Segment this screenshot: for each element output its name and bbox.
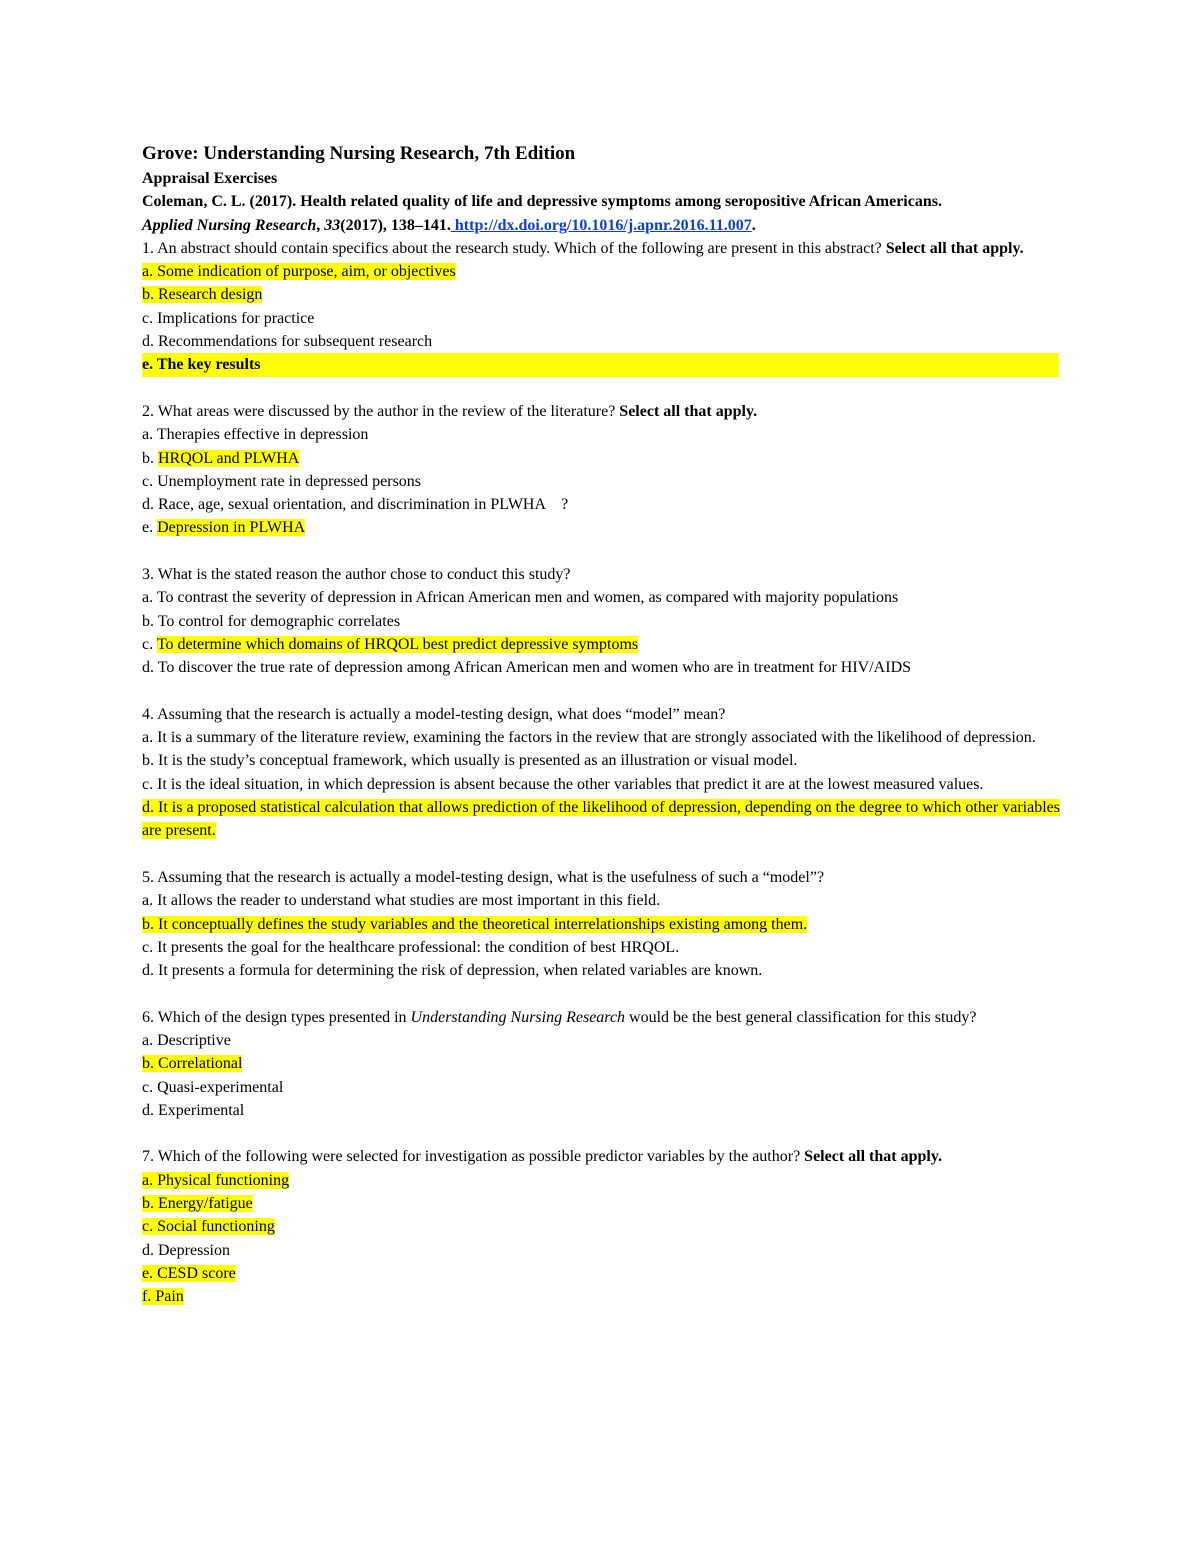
- answer-option: c. It is the ideal situation, in which depression is absent because the other variables that predict it are at the lowest measured values.: [142, 775, 984, 793]
- question-2: [142, 400, 1062, 540]
- question-stem: [142, 1145, 1062, 1168]
- answer-option: d. Recommendations for subsequent research: [142, 333, 433, 351]
- answer-option-correct: HRQOL and PLWHA: [158, 449, 300, 467]
- answer-option-prefix: b.: [142, 449, 158, 467]
- answer-option: d. It presents a formula for determining the risk of depression, when related variables are known.: [142, 962, 763, 980]
- answer-option-correct: b. Research design: [142, 286, 263, 304]
- question-7: [142, 1145, 1062, 1308]
- answer-option-correct: e. CESD score: [142, 1264, 236, 1282]
- question-stem-text: 6. Which of the design types presented in: [142, 1008, 411, 1026]
- question-stem-instruction: Select all that apply.: [619, 402, 758, 420]
- answer-option: d. Experimental: [142, 1101, 245, 1119]
- answer-option: a. To contrast the severity of depression in African American men and women, as compared with majority populations: [142, 589, 899, 607]
- question-stem-text-end: would be the best general classification for this study?: [625, 1008, 977, 1026]
- question-stem-instruction: Select all that apply.: [885, 239, 1024, 257]
- question-stem: 4. Assuming that the research is actually a model-testing design, what does “model” mean?: [142, 705, 726, 723]
- citation-end: .: [751, 216, 756, 234]
- question-stem-instruction: Select all that apply.: [804, 1148, 942, 1166]
- answer-option-correct: f. Pain: [142, 1288, 184, 1306]
- question-stem: [142, 400, 1062, 423]
- question-5: [142, 866, 1062, 982]
- answer-option-correct: e. The key results: [142, 353, 1059, 376]
- answer-option-correct: Depression in PLWHA: [157, 519, 306, 537]
- document-title: Grove: Understanding Nursing Research, 7th Edition: [142, 143, 576, 164]
- answer-option: c. Quasi-experimental: [142, 1078, 284, 1096]
- citation: [142, 190, 1062, 237]
- question-stem: 5. Assuming that the research is actually a model-testing design, what is the usefulness of such a “model”?: [142, 868, 825, 886]
- answer-option-correct: b. Energy/fatigue: [142, 1195, 253, 1213]
- answer-option: d. Race, age, sexual orientation, and discrimination in PLWHA ?: [142, 496, 569, 514]
- question-stem: [142, 1006, 1062, 1029]
- answer-option-prefix: c.: [142, 635, 157, 653]
- citation-doi-link[interactable]: http://dx.doi.org/10.1016/j.apnr.2016.11.007: [450, 216, 752, 234]
- answer-option: a. Therapies effective in depression: [142, 426, 369, 444]
- answer-option: a. It allows the reader to understand what studies are most important in this field.: [142, 892, 661, 910]
- answer-option: b. It is the study’s conceptual framework, which usually is presented as an illustration or visual model.: [142, 752, 798, 770]
- answer-option: c. It presents the goal for the healthcare professional: the condition of best HRQOL.: [142, 938, 680, 956]
- answer-option-correct: b. It conceptually defines the study variables and the theoretical interrelationships existing among them.: [142, 915, 808, 933]
- citation-authors: Coleman, C. L. (2017). Health related quality of life and depressive symptoms among seropositive African Americans.: [142, 193, 942, 211]
- citation-journal: Applied Nursing Research: [142, 216, 317, 234]
- answer-option-correct: To determine which domains of HRQOL best predict depressive symptoms: [156, 635, 639, 653]
- answer-option-correct: b. Correlational: [142, 1055, 243, 1073]
- answer-option: c. Unemployment rate in depressed persons: [142, 472, 422, 490]
- answer-option-prefix: e.: [142, 519, 158, 537]
- answer-option: a. Descriptive: [142, 1031, 231, 1049]
- question-stem-text: 2. What areas were discussed by the author in the review of the literature?: [142, 402, 620, 420]
- citation-pages: (2017), 138–141.: [340, 216, 451, 234]
- answer-option: a. It is a summary of the literature review, examining the factors in the review that are strongly associated with the likelihood of depression.: [142, 729, 1036, 747]
- question-stem: [142, 237, 1062, 260]
- citation-separator: ,: [316, 216, 325, 234]
- document-page: [142, 141, 1062, 1309]
- answer-option: c. Implications for practice: [142, 309, 315, 327]
- citation-volume: 33: [324, 216, 341, 234]
- answer-option-correct: d. It is a proposed statistical calculation that allows prediction of the likelihood of depression, depending on the degree to which other variables are present.: [142, 799, 1060, 840]
- question-stem-book-title: Understanding Nursing Research: [410, 1008, 626, 1026]
- question-6: [142, 1006, 1062, 1122]
- answer-option-correct: c. Social functioning: [142, 1218, 275, 1236]
- question-3: [142, 563, 1062, 679]
- answer-option: d. Depression: [142, 1241, 230, 1259]
- answer-option: b. To control for demographic correlates: [142, 612, 401, 630]
- question-4: [142, 703, 1062, 843]
- question-1: [142, 237, 1062, 377]
- answer-option: d. To discover the true rate of depression among African American men and women who are in treatment for HIV/AIDS: [142, 659, 912, 677]
- answer-option-correct: a. Physical functioning: [142, 1171, 290, 1189]
- document-subtitle: Appraisal Exercises: [142, 170, 278, 187]
- answer-option-correct: a. Some indication of purpose, aim, or objectives: [142, 263, 456, 281]
- question-stem-text: 1. An abstract should contain specifics about the research study. Which of the following are present in this abstract?: [142, 239, 886, 257]
- question-stem: 3. What is the stated reason the author chose to conduct this study?: [142, 566, 571, 584]
- question-stem-text: 7. Which of the following were selected for investigation as possible predictor variables by the author?: [142, 1148, 805, 1166]
